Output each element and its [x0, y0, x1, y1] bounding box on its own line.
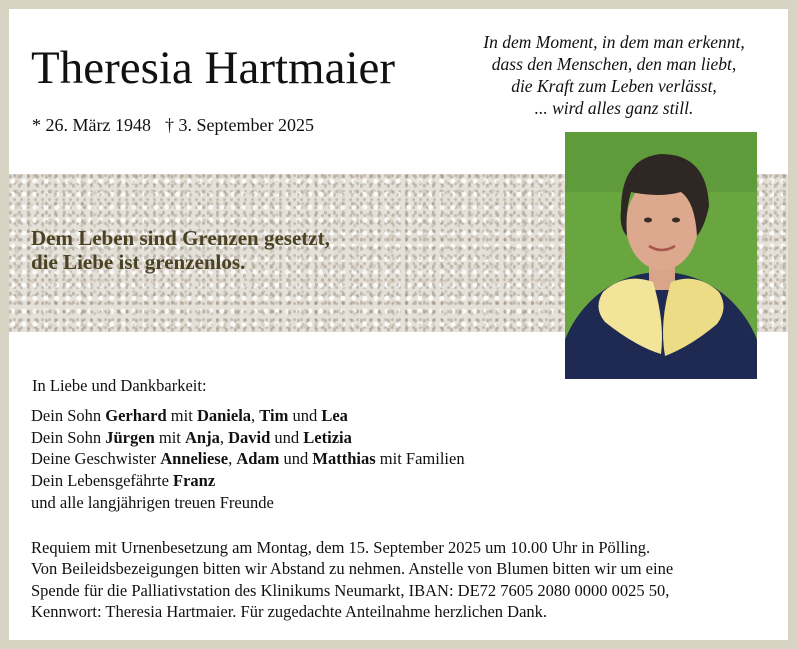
notice-line: Spende für die Palliativstation des Klinikums Neumarkt, IBAN: DE72 7605 2080 0000 0025 50, [31, 580, 670, 600]
life-dates [32, 115, 314, 136]
birth-date: * 26. März 1948 [32, 115, 151, 135]
service-notice [31, 537, 771, 622]
notice-line: Von Beileidsbezeigungen bitten wir Abstand zu nehmen. Anstelle von Blumen bitten wir um eine [31, 559, 674, 579]
quote-line: die Kraft zum Leben verlässt, [511, 76, 717, 96]
death-date: † 3. September 2025 [164, 115, 314, 135]
motto [31, 226, 330, 274]
family-line: Dein Lebensgefährte Franz [31, 471, 216, 491]
portrait-illustration [565, 132, 757, 379]
family-line: Deine Geschwister Anneliese, Adam und Matthias mit Familien [31, 449, 465, 469]
quote-line: In dem Moment, in dem man erkennt, [483, 32, 745, 52]
family-line: Dein Sohn Jürgen mit Anja, David und Letizia [31, 427, 352, 447]
obituary-card [9, 9, 788, 640]
family-line: Dein Sohn Gerhard mit Daniela, Tim und Lea [31, 406, 348, 425]
thanks-heading: In Liebe und Dankbarkeit: [32, 376, 207, 395]
motto-line: Dem Leben sind Grenzen gesetzt, [31, 226, 330, 250]
motto-line: die Liebe ist grenzenlos. [31, 250, 246, 274]
family-line: und alle langjährigen treuen Freunde [31, 492, 274, 512]
portrait-photo [565, 132, 757, 379]
notice-line: Kennwort: Theresia Hartmaier. Für zugedachte Anteilnahme herzlichen Dank. [31, 601, 548, 621]
quote-line: ... wird alles ganz still. [534, 98, 694, 118]
notice-line: Requiem mit Urnenbesetzung am Montag, dem 15. September 2025 um 10.00 Uhr in Pölling. [31, 538, 651, 557]
quote-line: dass den Menschen, den man liebt, [491, 54, 737, 74]
memorial-quote [459, 31, 769, 119]
deceased-name: Theresia Hartmaier [31, 42, 396, 94]
family-list [31, 405, 465, 514]
